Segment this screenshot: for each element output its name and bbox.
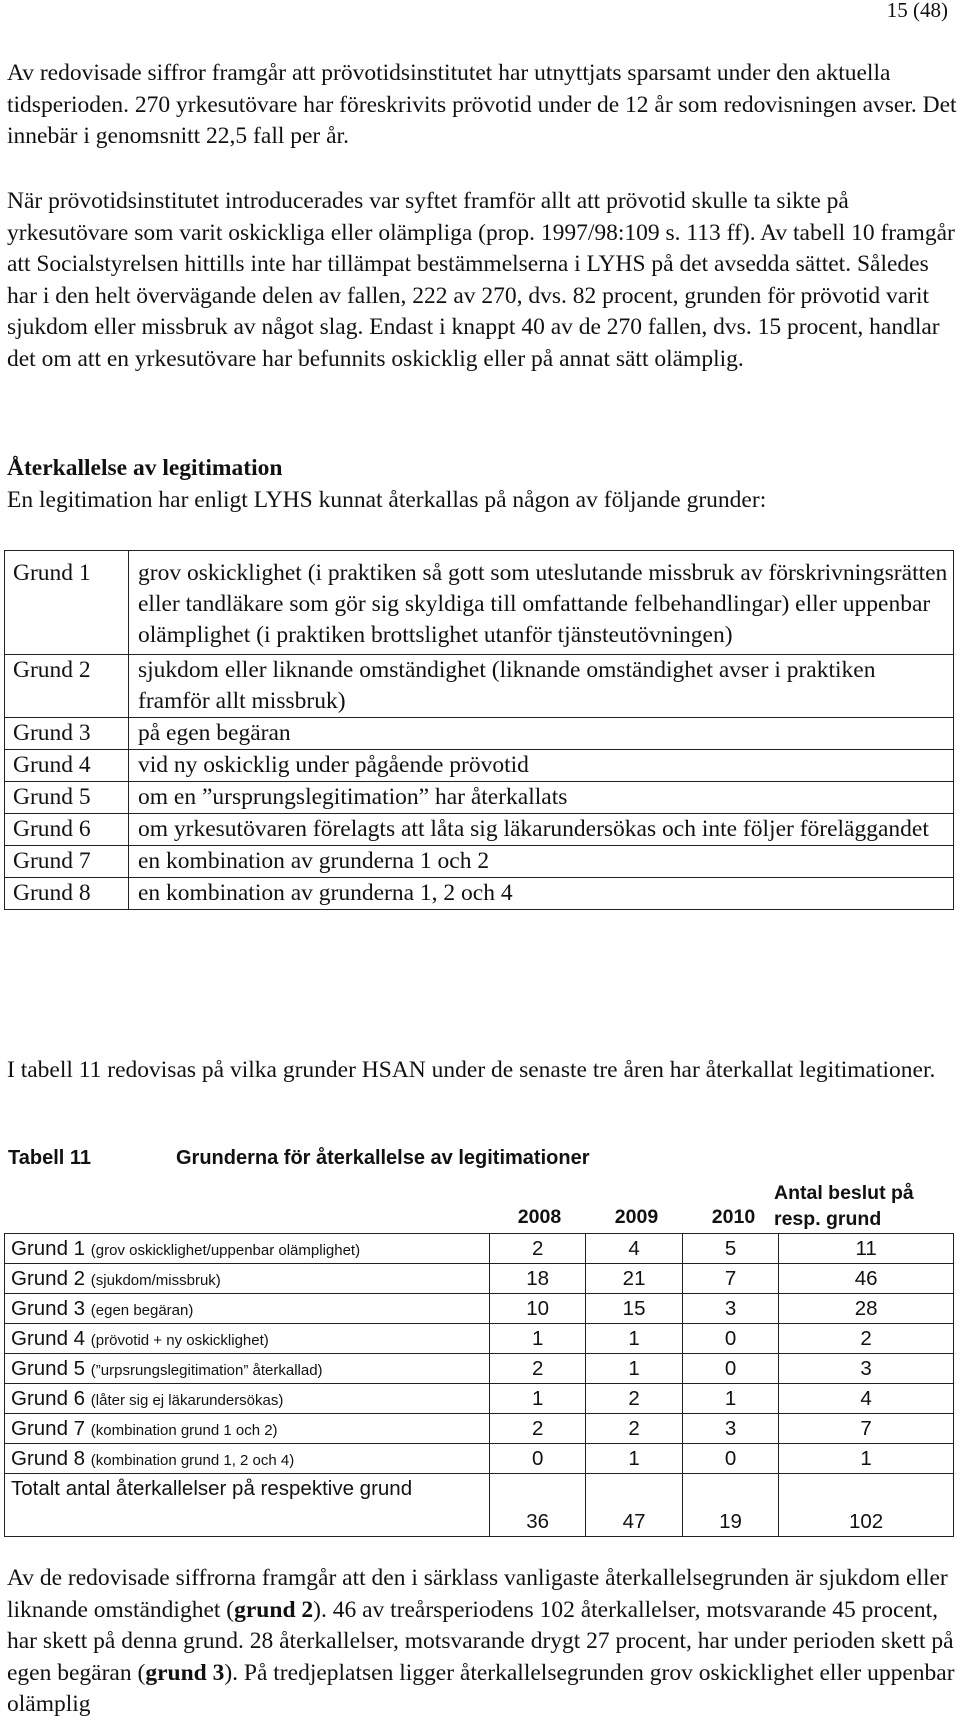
paragraph-table-intro: I tabell 11 redovisas på vilka grunder HSAN under de senaste tre åren har återkallat legitimationer.	[7, 1057, 936, 1083]
total-2008: 36	[489, 1474, 585, 1537]
section-intro: En legitimation har enligt LYHS kunnat återkallas på någon av följande grunder:	[7, 487, 767, 513]
cell-2008: 18	[489, 1264, 585, 1294]
cell-2010: 0	[682, 1354, 778, 1384]
ground-row	[5, 782, 954, 814]
ground-row	[5, 718, 954, 750]
cell-2009: 21	[586, 1264, 682, 1294]
ground-key: Grund 6	[5, 814, 129, 846]
table-caption: Grunderna för återkallelse av legitimationer	[176, 1147, 590, 1169]
ground-row	[5, 846, 954, 878]
table-row	[5, 1444, 954, 1474]
cell-2008: 1	[489, 1384, 585, 1414]
ground-row	[5, 878, 954, 910]
cell-total: 3	[779, 1354, 954, 1384]
cell-total: 1	[779, 1444, 954, 1474]
ground-key: Grund 4	[5, 750, 129, 782]
total-label: Totalt antal återkallelser på respektive grund	[5, 1474, 490, 1537]
table-row	[5, 1354, 954, 1384]
row-desc: (kombination grund 1 och 2)	[90, 1421, 278, 1439]
row-name: Grund 8	[11, 1446, 86, 1470]
ground-row	[5, 750, 954, 782]
paragraph-probation-usage: Av redovisade siffror framgår att prövotidsinstitutet har utnyttjats sparsamt under den aktuella tidsperioden. 270 yrkesutövare har föreskrivits prövotid under de 12 år som redovisningen avser. Det innebär i genomsnitt 22,5 fall per år.	[7, 60, 957, 149]
cell-2009: 2	[586, 1384, 682, 1414]
cell-2009: 4	[586, 1234, 682, 1264]
row-desc: (grov oskicklighet/uppenbar olämplighet)	[90, 1241, 361, 1259]
paragraph-probation-purpose: När prövotidsinstitutet introducerades var syftet framför allt att prövotid skulle ta sikte på yrkesutövare som varit oskickliga eller olämpliga (prop. 1997/98:109 s. 113 ff). Av tabell 10 framgår att Socialstyrelsen hittills inte har tillämpat bestämmelserna i LYHS på det avsedda sättet. Således har i den helt övervägande delen av fallen, 222 av 270, dvs. 82 procent, grunden för prövotid varit sjukdom eller missbruk av något slag. Endast i knappt 40 av de 270 fallen, dvs. 15 procent, handlar det om att en yrkesutövare har befunnits oskicklig eller på annat sätt olämplig.	[7, 188, 955, 372]
cell-total: 46	[779, 1264, 954, 1294]
cell-2009: 1	[586, 1324, 682, 1354]
ground-key: Grund 8	[5, 878, 129, 910]
row-desc: (låter sig ej läkarundersökas)	[90, 1391, 284, 1409]
table-row	[5, 1294, 954, 1324]
cell-2008: 1	[489, 1324, 585, 1354]
count-header	[774, 1180, 954, 1232]
cell-2010: 3	[682, 1294, 778, 1324]
cell-2008: 0	[489, 1444, 585, 1474]
ground-text: på egen begäran	[129, 718, 954, 750]
cell-total: 11	[779, 1234, 954, 1264]
cell-2008: 2	[489, 1354, 585, 1384]
analysis-text: ). På tredjeplatsen ligger återkallelsegrunden grov oskicklighet eller uppenbar olämplig	[7, 1659, 955, 1717]
table-row	[5, 1324, 954, 1354]
count-header-line2: resp. grund	[774, 1208, 882, 1230]
row-name: Grund 7	[11, 1416, 86, 1440]
cell-2009: 15	[586, 1294, 682, 1324]
year-header: 2008	[517, 1206, 562, 1228]
row-label	[5, 1354, 490, 1384]
table-label: Tabell 11	[8, 1147, 92, 1169]
count-header-line1: Antal beslut på	[774, 1182, 914, 1204]
row-label	[5, 1234, 490, 1264]
cell-2010: 1	[682, 1384, 778, 1414]
cell-total: 28	[779, 1294, 954, 1324]
row-name: Grund 4	[11, 1326, 86, 1350]
revocation-table	[4, 1233, 954, 1537]
year-header: 2010	[711, 1206, 756, 1228]
ground-row	[5, 655, 954, 718]
analysis-text: Av de redovisade siffrorna framgår att den i särklass vanligaste återkallelsegrunden är sjukdom eller liknande omständighet (	[7, 1565, 948, 1623]
cell-total: 2	[779, 1324, 954, 1354]
row-label	[5, 1324, 490, 1354]
cell-2010: 0	[682, 1444, 778, 1474]
section-heading: Återkallelse av legitimation	[7, 455, 283, 481]
year-header: 2009	[614, 1206, 659, 1228]
analysis-emphasis: grund 2	[234, 1596, 314, 1623]
table-row	[5, 1414, 954, 1444]
row-desc: (sjukdom/missbruk)	[90, 1271, 221, 1289]
row-desc: (prövotid + ny oskicklighet)	[90, 1331, 269, 1349]
cell-2008: 2	[489, 1414, 585, 1444]
ground-row	[5, 814, 954, 846]
table-title	[8, 1147, 590, 1170]
total-all: 102	[779, 1474, 954, 1537]
ground-key: Grund 2	[5, 655, 129, 718]
ground-key: Grund 7	[5, 846, 129, 878]
cell-2010: 7	[682, 1264, 778, 1294]
ground-key: Grund 1	[5, 551, 129, 655]
total-row	[5, 1474, 954, 1537]
ground-row	[5, 551, 954, 655]
ground-text: om yrkesutövaren förelagts att låta sig läkarundersökas och inte följer föreläggandet	[129, 814, 954, 846]
cell-2009: 1	[586, 1444, 682, 1474]
page-number: 15 (48)	[886, 0, 948, 22]
ground-text: en kombination av grunderna 1 och 2	[129, 846, 954, 878]
row-name: Grund 2	[11, 1266, 86, 1290]
cell-2010: 5	[682, 1234, 778, 1264]
analysis-text: ). 46 av treårsperiodens 102 återkallelser, motsvarande 45 procent, har skett på denna grund. 28 återkallelser, motsvarande drygt 27 procent, har under perioden skett på egen begäran (	[7, 1596, 954, 1686]
table-row	[5, 1384, 954, 1414]
total-2009: 47	[586, 1474, 682, 1537]
ground-text: sjukdom eller liknande omständighet (liknande omständighet avser i praktiken framför allt missbruk)	[129, 655, 954, 718]
ground-text: om en ”ursprungslegitimation” har återkallats	[129, 782, 954, 814]
total-2010: 19	[682, 1474, 778, 1537]
analysis-emphasis: grund 3	[145, 1659, 225, 1686]
cell-2008: 2	[489, 1234, 585, 1264]
ground-key: Grund 5	[5, 782, 129, 814]
grounds-table	[4, 550, 954, 910]
row-label	[5, 1414, 490, 1444]
cell-2009: 1	[586, 1354, 682, 1384]
row-label	[5, 1444, 490, 1474]
row-name: Grund 3	[11, 1296, 86, 1320]
cell-2008: 10	[489, 1294, 585, 1324]
section-revocation	[7, 452, 766, 516]
ground-text: grov oskicklighet (i praktiken så gott som uteslutande missbruk av förskrivningsrätten eller tandläkare som gör sig skyldiga till omfattande felbehandlingar) eller uppenbar olämplighet (i praktiken brottslighet utanför tjänsteutövningen)	[129, 551, 954, 655]
row-desc: (kombination grund 1, 2 och 4)	[90, 1451, 295, 1469]
cell-total: 4	[779, 1384, 954, 1414]
table-row	[5, 1234, 954, 1264]
row-name: Grund 5	[11, 1356, 86, 1380]
cell-2010: 0	[682, 1324, 778, 1354]
table-row	[5, 1264, 954, 1294]
paragraph-analysis	[7, 1563, 957, 1721]
cell-total: 7	[779, 1414, 954, 1444]
ground-text: en kombination av grunderna 1, 2 och 4	[129, 878, 954, 910]
ground-text: vid ny oskicklig under pågående prövotid	[129, 750, 954, 782]
row-desc: (egen begäran)	[90, 1301, 194, 1319]
row-name: Grund 6	[11, 1386, 86, 1410]
row-label	[5, 1264, 490, 1294]
cell-2009: 2	[586, 1414, 682, 1444]
row-label	[5, 1294, 490, 1324]
row-desc: (”urpsrungslegitimation” återkallad)	[90, 1361, 323, 1379]
row-name: Grund 1	[11, 1236, 86, 1260]
ground-key: Grund 3	[5, 718, 129, 750]
cell-2010: 3	[682, 1414, 778, 1444]
row-label	[5, 1384, 490, 1414]
